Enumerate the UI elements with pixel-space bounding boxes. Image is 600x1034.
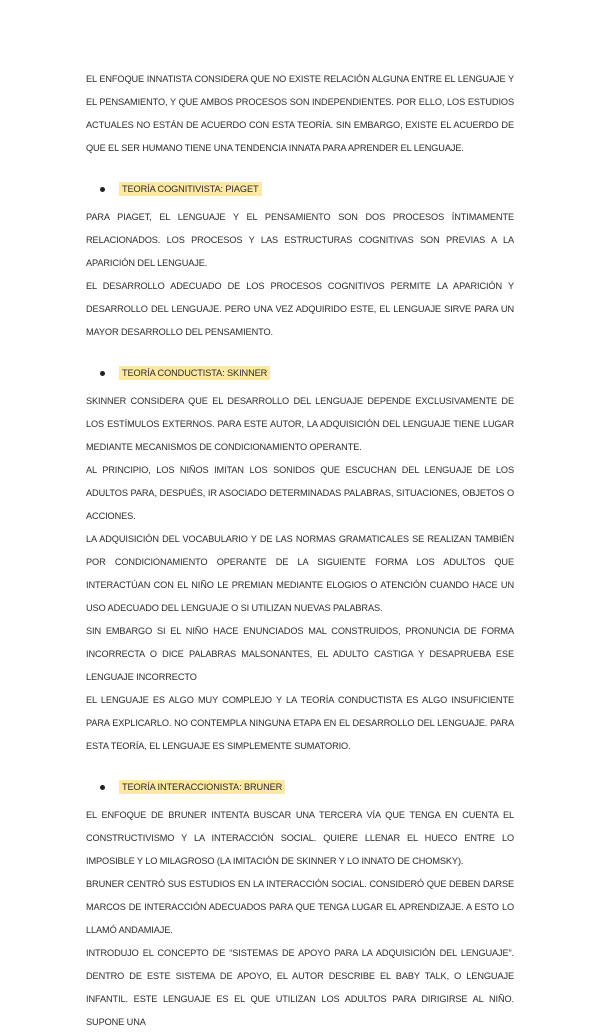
paragraph: AL PRINCIPIO, LOS NIÑOS IMITAN LOS SONIDOS QUE ESCUCHAN DEL LENGUAJE DE LOS ADULTOS PARA, DESPUÉS, IR ASOCIADO DETERMINADAS PALABRAS, SITUACIONES, OBJETOS O ACCIONES. [86, 465, 514, 521]
heading-highlight: TEORÍA COGNITIVISTA: PIAGET [119, 182, 262, 196]
section-skinner [86, 362, 514, 758]
bullet-icon [100, 371, 105, 376]
paragraph: EL ENFOQUE DE BRUNER INTENTA BUSCAR UNA TERCERA VÍA QUE TENGA EN CUENTA EL CONSTRUCTIVISMO Y LA INTERACCIÓN SOCIAL. QUIERE LLENAR EL HUECO ENTRE LO IMPOSIBLE Y LO MILAGROSO (LA IMITACIÓN DE SKINNER Y LO INNATO DE CHOMSKY). [86, 810, 514, 866]
paragraph: INTRODUJO EL CONCEPTO DE “SISTEMAS DE APOYO PARA LA ADQUISICIÓN DEL LENGUAJE”. DENTRO DE ESTE SISTEMA DE APOYO, EL AUTOR DESCRIBE EL BABY TALK, O LENGUAJE INFANTIL. ESTE LENGUAJE ES EL QUE UTILIZAN LOS ADULTOS PARA DIRIGIRSE AL NIÑO. SUPONE UNA [86, 948, 514, 1027]
bullet-icon [100, 785, 105, 790]
paragraph: PARA PIAGET, EL LENGUAJE Y EL PENSAMIENTO SON DOS PROCESOS ÍNTIMAMENTE RELACIONADOS. LOS PROCESOS Y LAS ESTRUCTURAS COGNITIVAS SON PREVIAS A LA APARICIÓN DEL LENGUAJE. [86, 212, 514, 268]
paragraph: SKINNER CONSIDERA QUE EL DESARROLLO DEL LENGUAJE DEPENDE EXCLUSIVAMENTE DE LOS ESTÍMULOS EXTERNOS. PARA ESTE AUTOR, LA ADQUISICIÓN DEL LENGUAJE TIENE LUGAR MEDIANTE MECANISMOS DE CONDICIONAMIENTO OPERANTE. [86, 396, 514, 452]
paragraph: EL LENGUAJE ES ALGO MUY COMPLEJO Y LA TEORÍA CONDUCTISTA ES ALGO INSUFICIENTE PARA EXPLICARLO. NO CONTEMPLA NINGUNA ETAPA EN EL DESARROLLO DEL LENGUAJE. PARA ESTA TEORÍA, EL LENGUAJE ES SIMPLEMENTE SUMATORIO. [86, 695, 514, 751]
heading-highlight: TEORÍA CONDUCTISTA: SKINNER [119, 366, 270, 380]
paragraph: BRUNER CENTRÓ SUS ESTUDIOS EN LA INTERACCIÓN SOCIAL. CONSIDERÓ QUE DEBEN DARSE MARCOS DE INTERACCIÓN ADECUADOS PARA QUE TENGA LUGAR EL APRENDIZAJE. A ESTO LO LLAMÓ ANDAMIAJE. [86, 879, 514, 935]
intro-paragraph: EL ENFOQUE INNATISTA CONSIDERA QUE NO EXISTE RELACIÓN ALGUNA ENTRE EL LENGUAJE Y EL PENSAMIENTO, Y QUE AMBOS PROCESOS SON INDEPENDIENTES. POR ELLO, LOS ESTUDIOS ACTUALES NO ESTÁN DE ACUERDO CON ESTA TEORÍA. SIN EMBARGO, EXISTE EL ACUERDO DE QUE EL SER HUMANO TIENE UNA TENDENCIA INNATA PARA APRENDER EL LENGUAJE. [86, 74, 514, 153]
bullet-icon [100, 187, 105, 192]
paragraph: LA ADQUISICIÓN DEL VOCABULARIO Y DE LAS NORMAS GRAMATICALES SE REALIZAN TAMBIÉN POR CONDICIONAMIENTO OPERANTE DE LA SIGUIENTE FORMA LOS ADULTOS QUE INTERACTÚAN CON EL NIÑO LE PREMIAN MEDIANTE ELOGIOS O ATENCIÓN CUANDO HACE UN USO ADECUADO DEL LENGUAJE O SI UTILIZAN NUEVAS PALABRAS. [86, 534, 514, 613]
paragraph: EL DESARROLLO ADECUADO DE LOS PROCESOS COGNITIVOS PERMITE LA APARICIÓN Y DESARROLLO DEL LENGUAJE. PERO UNA VEZ ADQUIRIDO ESTE, EL LENGUAJE SIRVE PARA UN MAYOR DESARROLLO DEL PENSAMIENTO. [86, 281, 514, 337]
section-heading [100, 362, 514, 384]
heading-highlight: TEORÍA INTERACCIONISTA: BRUNER [119, 780, 285, 794]
section-heading [100, 776, 514, 798]
paragraph: SIN EMBARGO SI EL NIÑO HACE ENUNCIADOS MAL CONSTRUIDOS, PRONUNCIA DE FORMA INCORRECTA O DICE PALABRAS MALSONANTES, EL ADULTO CASTIGA Y DESAPRUEBA ESE LENGUAJE INCORRECTO [86, 626, 514, 682]
section-heading [100, 178, 514, 200]
section-piaget [86, 178, 514, 344]
section-bruner [86, 776, 514, 1034]
